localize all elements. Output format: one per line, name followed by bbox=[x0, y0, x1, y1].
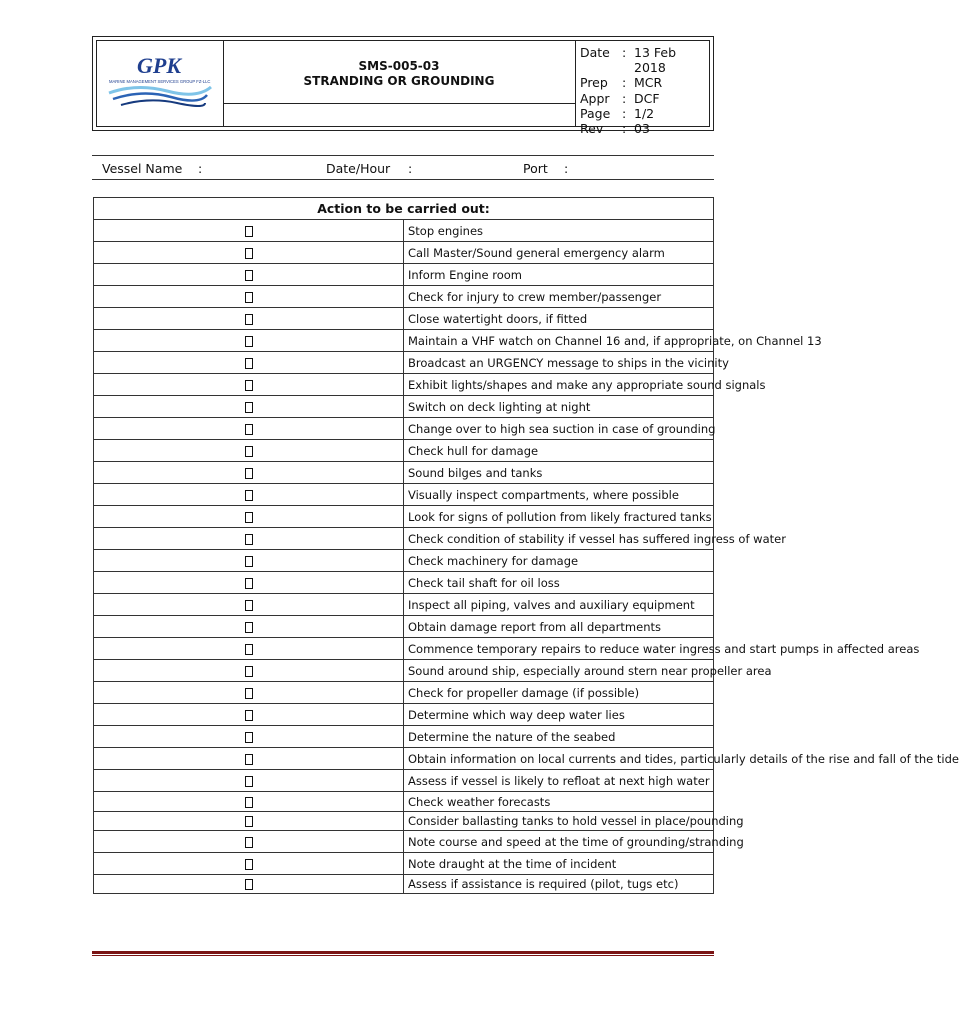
document-header-frame bbox=[96, 40, 710, 137]
action-checklist-table bbox=[93, 197, 959, 894]
checkbox-icon[interactable] bbox=[245, 666, 253, 677]
checkbox-cell bbox=[94, 704, 404, 726]
checkbox-icon[interactable] bbox=[245, 248, 253, 259]
checklist-row bbox=[94, 831, 714, 853]
action-item-text: Broadcast an URGENCY message to ships in the vicinity bbox=[404, 352, 714, 374]
checklist-row bbox=[94, 682, 714, 704]
logo-text: GPK bbox=[137, 53, 181, 78]
action-item-text: Commence temporary repairs to reduce water ingress and start pumps in affected areas bbox=[404, 638, 714, 660]
checkbox-icon[interactable] bbox=[245, 402, 253, 413]
vessel-info-strip bbox=[92, 155, 714, 180]
checkbox-cell bbox=[94, 242, 404, 264]
action-item-text: Change over to high sea suction in case of grounding bbox=[404, 418, 714, 440]
vessel-name-label: Vessel Name bbox=[102, 161, 183, 176]
checkbox-icon[interactable] bbox=[245, 556, 253, 567]
checklist-row bbox=[94, 330, 714, 352]
action-item-text: Exhibit lights/shapes and make any appropriate sound signals bbox=[404, 374, 714, 396]
checkbox-icon[interactable] bbox=[245, 732, 253, 743]
action-table-heading: Action to be carried out: bbox=[94, 198, 714, 220]
meta-row-page: Page : 1/2 bbox=[580, 105, 655, 121]
meta-row-appr: Appr : DCF bbox=[580, 90, 660, 106]
action-item-text: Determine which way deep water lies bbox=[404, 704, 714, 726]
action-item-text: Determine the nature of the seabed bbox=[404, 726, 714, 748]
checkbox-icon[interactable] bbox=[245, 816, 253, 827]
meta-row-prep: Prep : MCR bbox=[580, 75, 663, 91]
checkbox-cell bbox=[94, 352, 404, 374]
footer-rule bbox=[92, 951, 714, 954]
checkbox-cell bbox=[94, 812, 404, 831]
meta-row-date: Date : 13 Feb 2018 bbox=[580, 45, 677, 76]
checklist-row bbox=[94, 396, 714, 418]
footer-rule-thin bbox=[92, 955, 714, 956]
checklist-row bbox=[94, 264, 714, 286]
action-item-text: Visually inspect compartments, where possible bbox=[404, 484, 714, 506]
action-item-text: Consider ballasting tanks to hold vessel in place/pounding bbox=[404, 812, 714, 831]
checkbox-icon[interactable] bbox=[245, 578, 253, 589]
action-item-text: Assess if assistance is required (pilot, tugs etc) bbox=[404, 875, 714, 894]
checklist-row bbox=[94, 528, 714, 550]
checklist-row bbox=[94, 440, 714, 462]
wave-icon bbox=[109, 87, 211, 94]
action-item-text: Look for signs of pollution from likely fractured tanks bbox=[404, 506, 714, 528]
checkbox-cell bbox=[94, 660, 404, 682]
document-header bbox=[92, 36, 714, 137]
company-logo bbox=[107, 49, 213, 109]
checkbox-cell bbox=[94, 572, 404, 594]
checklist-row bbox=[94, 506, 714, 528]
checkbox-icon[interactable] bbox=[245, 600, 253, 611]
vessel-name-colon: : bbox=[198, 161, 203, 176]
checkbox-cell bbox=[94, 286, 404, 308]
checkbox-icon[interactable] bbox=[245, 336, 253, 347]
checklist-row bbox=[94, 352, 714, 374]
checkbox-cell bbox=[94, 440, 404, 462]
action-item-text: Switch on deck lighting at night bbox=[404, 396, 714, 418]
checkbox-cell bbox=[94, 831, 404, 853]
checkbox-cell bbox=[94, 853, 404, 875]
checkbox-cell bbox=[94, 528, 404, 550]
checklist-row bbox=[94, 660, 714, 682]
checkbox-icon[interactable] bbox=[245, 512, 253, 523]
checkbox-icon[interactable] bbox=[245, 424, 253, 435]
checkbox-cell bbox=[94, 594, 404, 616]
action-item-text: Inform Engine room bbox=[404, 264, 714, 286]
checkbox-icon[interactable] bbox=[245, 879, 253, 890]
action-item-text: Check weather forecasts bbox=[404, 792, 714, 812]
checklist-row bbox=[94, 418, 714, 440]
checklist-row bbox=[94, 638, 714, 660]
checklist-row bbox=[94, 308, 714, 330]
checkbox-cell bbox=[94, 792, 404, 812]
checkbox-cell bbox=[94, 308, 404, 330]
checklist-row bbox=[94, 853, 714, 875]
date-hour-colon: : bbox=[408, 161, 413, 176]
action-item-text: Check tail shaft for oil loss bbox=[404, 572, 714, 594]
checklist-row bbox=[94, 242, 714, 264]
checklist-row bbox=[94, 374, 714, 396]
checkbox-cell bbox=[94, 726, 404, 748]
blank-cell bbox=[223, 104, 575, 126]
document-meta bbox=[575, 41, 709, 137]
checklist-row bbox=[94, 875, 714, 894]
checklist-row bbox=[94, 792, 714, 812]
action-item-text: Call Master/Sound general emergency alarm bbox=[404, 242, 714, 264]
action-item-text: Stop engines bbox=[404, 220, 714, 242]
action-item-text: Maintain a VHF watch on Channel 16 and, if appropriate, on Channel 13 bbox=[404, 330, 714, 352]
checkbox-icon[interactable] bbox=[245, 226, 253, 237]
checkbox-icon[interactable] bbox=[245, 270, 253, 281]
document-title: STRANDING OR GROUNDING bbox=[303, 74, 495, 88]
logo-cell bbox=[97, 41, 224, 126]
checkbox-icon[interactable] bbox=[245, 622, 253, 633]
checkbox-cell bbox=[94, 418, 404, 440]
checkbox-icon[interactable] bbox=[245, 688, 253, 699]
checklist-row bbox=[94, 748, 714, 770]
document-code: SMS-005-03 bbox=[358, 59, 440, 73]
action-item-text: Check hull for damage bbox=[404, 440, 714, 462]
checkbox-icon[interactable] bbox=[245, 490, 253, 501]
checkbox-icon[interactable] bbox=[245, 534, 253, 545]
date-hour-label: Date/Hour bbox=[326, 161, 391, 176]
checklist-row bbox=[94, 484, 714, 506]
action-item-text: Close watertight doors, if fitted bbox=[404, 308, 714, 330]
checkbox-icon[interactable] bbox=[245, 710, 253, 721]
checkbox-icon[interactable] bbox=[245, 468, 253, 479]
port-label: Port bbox=[523, 161, 548, 176]
checkbox-cell bbox=[94, 616, 404, 638]
checklist-row bbox=[94, 462, 714, 484]
checklist-row bbox=[94, 704, 714, 726]
checklist-row bbox=[94, 726, 714, 748]
checkbox-cell bbox=[94, 506, 404, 528]
checkbox-cell bbox=[94, 484, 404, 506]
checkbox-icon[interactable] bbox=[245, 292, 253, 303]
checkbox-icon[interactable] bbox=[245, 859, 253, 870]
action-item-text: Inspect all piping, valves and auxiliary equipment bbox=[404, 594, 714, 616]
action-item-text: Obtain damage report from all departments bbox=[404, 616, 714, 638]
meta-row-rev: Rev : 03 bbox=[580, 121, 650, 137]
checkbox-cell bbox=[94, 220, 404, 242]
checklist-row bbox=[94, 770, 714, 792]
checkbox-cell bbox=[94, 770, 404, 792]
checklist-row bbox=[94, 572, 714, 594]
checkbox-icon[interactable] bbox=[245, 644, 253, 655]
action-item-text: Note draught at the time of incident bbox=[404, 853, 714, 875]
checkbox-icon[interactable] bbox=[245, 837, 253, 848]
checkbox-icon[interactable] bbox=[245, 358, 253, 369]
action-item-text: Note course and speed at the time of grounding/stranding bbox=[404, 831, 714, 853]
checkbox-icon[interactable] bbox=[245, 446, 253, 457]
action-item-text: Assess if vessel is likely to refloat at next high water bbox=[404, 770, 714, 792]
action-item-text: Obtain information on local currents and tides, particularly details of the rise and fall of the tide bbox=[404, 748, 714, 770]
checkbox-cell bbox=[94, 638, 404, 660]
checkbox-icon[interactable] bbox=[245, 797, 253, 808]
action-item-text: Sound around ship, especially around stern near propeller area bbox=[404, 660, 714, 682]
checklist-row bbox=[94, 286, 714, 308]
checklist-row bbox=[94, 616, 714, 638]
action-item-text: Check for propeller damage (if possible) bbox=[404, 682, 714, 704]
checkbox-cell bbox=[94, 330, 404, 352]
checkbox-cell bbox=[94, 875, 404, 894]
checklist-row bbox=[94, 594, 714, 616]
action-item-text: Check machinery for damage bbox=[404, 550, 714, 572]
checkbox-cell bbox=[94, 462, 404, 484]
port-colon: : bbox=[564, 161, 569, 176]
checkbox-icon[interactable] bbox=[245, 776, 253, 787]
logo-subtext: MARINE MANAGEMENT SERVICES GROUP FZ-LLC bbox=[109, 79, 211, 84]
checkbox-icon[interactable] bbox=[245, 754, 253, 765]
checkbox-cell bbox=[94, 374, 404, 396]
checkbox-cell bbox=[94, 748, 404, 770]
checkbox-icon[interactable] bbox=[245, 314, 253, 325]
action-table-body bbox=[94, 220, 959, 894]
action-item-text: Check for injury to crew member/passenger bbox=[404, 286, 714, 308]
checkbox-cell bbox=[94, 682, 404, 704]
title-cell bbox=[223, 41, 575, 104]
action-item-text: Sound bilges and tanks bbox=[404, 462, 714, 484]
checkbox-cell bbox=[94, 396, 404, 418]
checklist-row bbox=[94, 550, 714, 572]
checkbox-cell bbox=[94, 264, 404, 286]
action-item-text: Check condition of stability if vessel has suffered ingress of water bbox=[404, 528, 714, 550]
checkbox-icon[interactable] bbox=[245, 380, 253, 391]
checkbox-cell bbox=[94, 550, 404, 572]
checklist-row bbox=[94, 812, 714, 831]
checklist-row bbox=[94, 220, 714, 242]
